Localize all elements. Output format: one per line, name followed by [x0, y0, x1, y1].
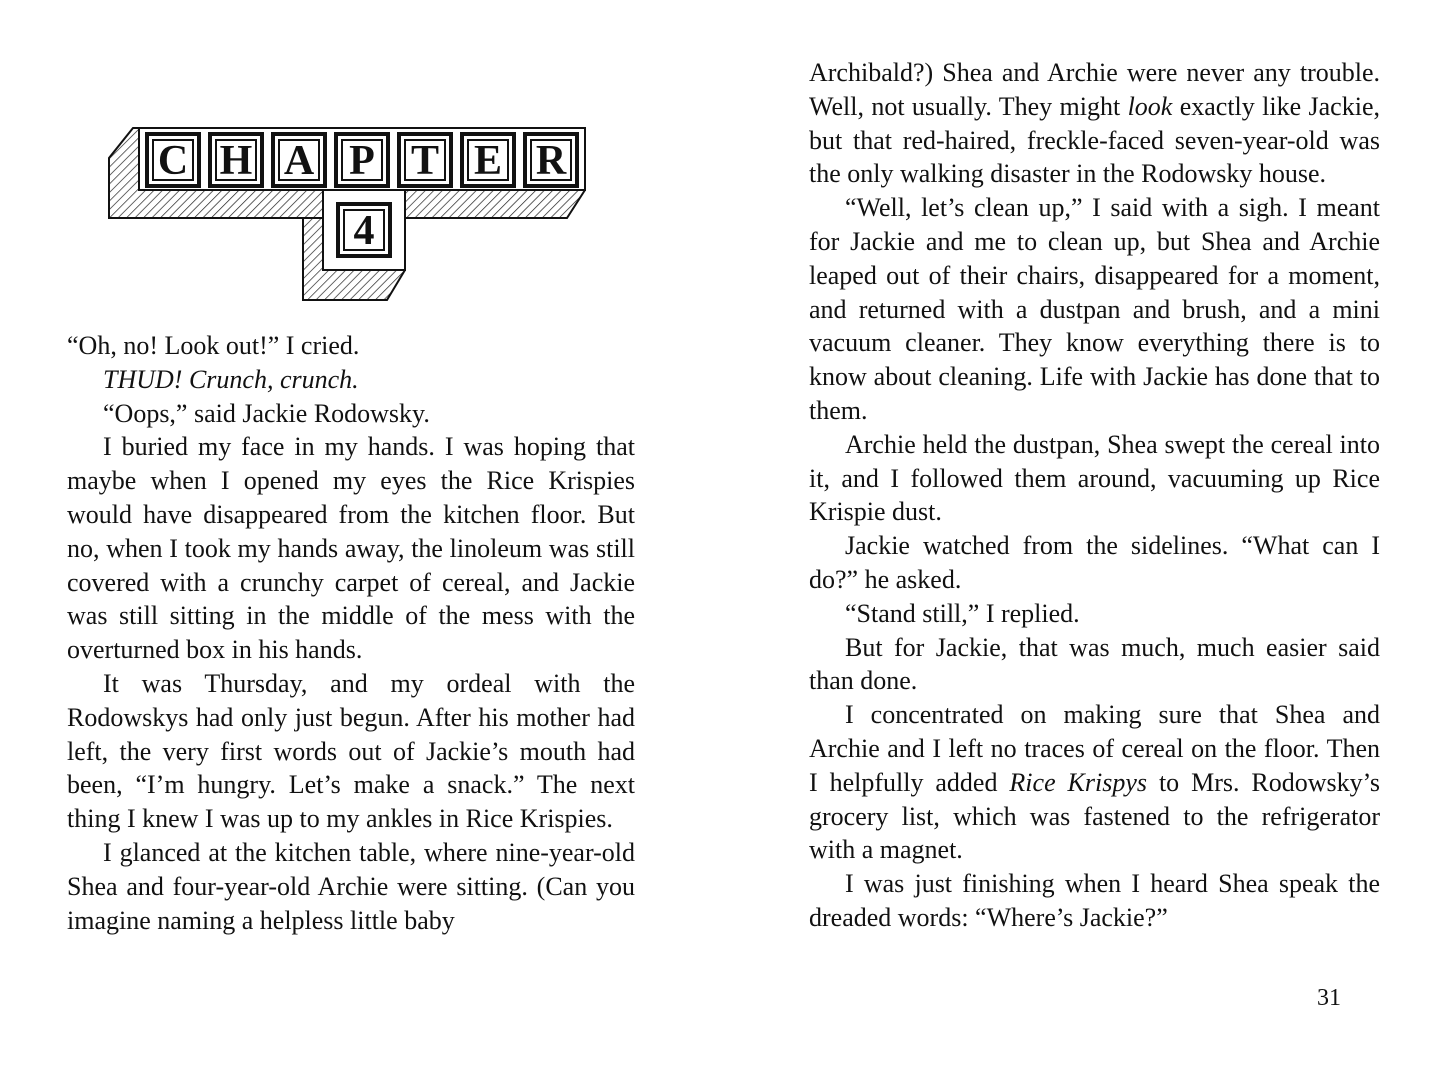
- emphasis-text: look: [1127, 91, 1173, 121]
- chapter-letter: R: [535, 138, 567, 184]
- paragraph: I buried my face in my hands. I was hoping that maybe when I opened my eyes the Rice Krispies would have disappeared from the kitchen floor. But no, when I took my hands away, the linoleum was still covered with a crunchy carpet of cereal, and Jackie was still sitting in the middle of the mess with the overturned box in his hands.: [67, 432, 635, 665]
- chapter-letter-tile: [271, 132, 327, 188]
- chapter-number: 4: [353, 208, 375, 254]
- chapter-letter-tile: [145, 132, 201, 188]
- chapter-letter-tile: [208, 132, 264, 188]
- chapter-letter: E: [473, 138, 502, 184]
- paragraph: I glanced at the kitchen table, where nine-year-old Shea and four-year-old Archie were sitting. (Can you imagine naming a helpless little baby: [67, 837, 635, 935]
- paragraph: I was just finishing when I heard Shea speak the dreaded words: “Where’s Jackie?”: [809, 869, 1380, 932]
- text-run: Archibald?) Shea and Archie were never any trouble. Well, not usually. They might: [809, 58, 1380, 121]
- chapter-letter-tile: [460, 132, 516, 188]
- chapter-letter: P: [349, 138, 375, 184]
- text-run: I concentrated on making sure that Shea and Archie and I left no traces of cereal on the floor. Then I helpfully added: [809, 700, 1380, 797]
- paragraph: But for Jackie, that was much, much easier said than done.: [809, 632, 1380, 696]
- text-run: exactly like Jackie, but that red-haired, freckle-faced seven-year-old was the only walking disaster in the Rodowsky house.: [809, 91, 1380, 189]
- chapter-letter: C: [157, 138, 189, 184]
- paragraph: [809, 56, 1380, 191]
- paragraph: [809, 698, 1380, 867]
- paragraph: “Stand still,” I replied.: [845, 598, 1080, 628]
- chapter-heading: [105, 120, 605, 305]
- chapter-letter-tile: [397, 132, 453, 188]
- paragraph: Jackie watched from the sidelines. “What can I do?” he asked.: [809, 531, 1380, 594]
- chapter-letter-tile: [523, 132, 579, 188]
- chapter-letter: A: [283, 138, 315, 184]
- chapter-letter: T: [410, 138, 439, 184]
- text-run: to Mrs. Rodowsky’s grocery list, which was fastened to the refrigerator with a magnet.: [809, 767, 1381, 865]
- paragraph: Archie held the dustpan, Shea swept the cereal into it, and I followed them around, vacuuming up Rice Krispie dust.: [809, 429, 1380, 527]
- sound-effect-text: THUD! Crunch, crunch.: [103, 364, 359, 394]
- chapter-letter-tile: [334, 132, 390, 188]
- paragraph: “Oops,” said Jackie Rodowsky.: [103, 398, 430, 428]
- chapter-letter: H: [219, 138, 253, 184]
- paragraph: “Oh, no! Look out!” I cried.: [67, 331, 360, 360]
- left-page-text: [67, 329, 635, 937]
- emphasis-text: Rice Krispys: [1009, 767, 1148, 797]
- paragraph: It was Thursday, and my ordeal with the Rodowskys had only just begun. After his mother had left, the very first words out of Jackie’s mouth had been, “I’m hungry. Let’s make a snack.” The next thing I knew I was up to my ankles in Rice Krispies.: [67, 668, 635, 834]
- chapter-number-tile: [336, 202, 392, 258]
- paragraph-italic: [67, 363, 635, 397]
- right-page-text: [809, 56, 1380, 935]
- page-number: 31: [1317, 985, 1341, 1011]
- paragraph: “Well, let’s clean up,” I said with a sigh. I meant for Jackie and me to clean up, but Shea and Archie leaped out of their chairs, disappeared for a moment, and returned with a dustpan and brush, and a mini vacuum cleaner. They know everything there is to know about cleaning. Life with Jackie has done that to them.: [809, 193, 1380, 425]
